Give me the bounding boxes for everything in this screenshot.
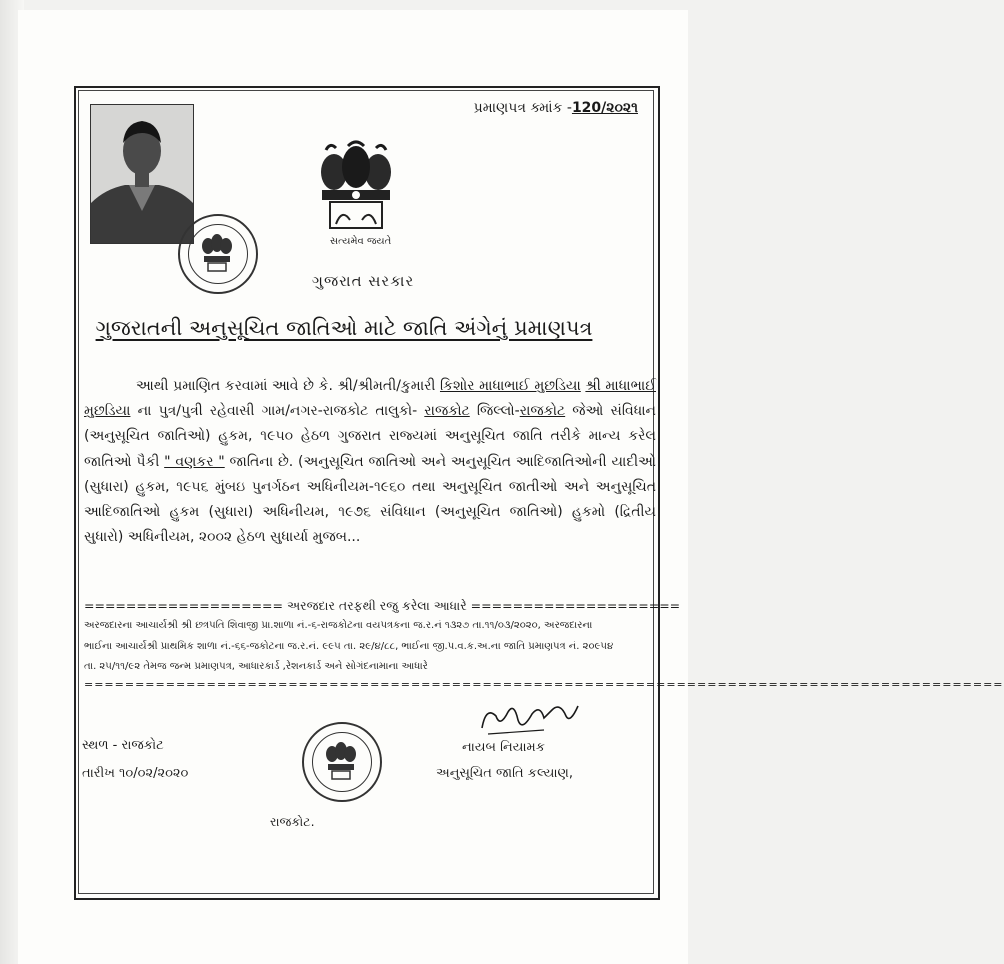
body-residence: ના પુત્ર/પુત્રી રહેવાસી ગામ/નગર-રાજકોટ તાલુકો-	[130, 403, 425, 420]
emblem-motto: સત્યમેવ જયતે	[330, 236, 392, 247]
officer-designation: નાયબ નિયામક	[462, 740, 545, 755]
seal-emblem-icon	[322, 740, 360, 782]
document-line: તા. ૨૫/૧૧/૯૨ તેમજ જન્મ પ્રમાણપત્ર, આધારકાર્ડ ,રેશનકાર્ડ અને સોગંદનામાના આધારે	[84, 661, 428, 672]
office-seal-top	[178, 214, 258, 294]
documents-heading: =================== અરજદાર તરફથી રજુ કરેલા આધારે ====================	[84, 598, 681, 613]
body-intro: આથી પ્રમાણિત કરવામાં આવે છે કે. શ્રી/શ્રીમતી/કુમારી	[136, 378, 440, 394]
office-city: રાજકોટ.	[270, 814, 315, 829]
issue-date: તારીખ ૧૦/૦૨/૨૦૨૦	[82, 766, 189, 781]
certificate-number-label: પ્રમાણપત્ર ક્માંક -	[473, 100, 572, 116]
certificate-body	[84, 374, 656, 550]
document-line: ભાઈના આચાર્યશ્રી પ્રાથમિક શાળા નં.-૬૬-જકોટના જ.ર.નં. ૯૯૫ તા. ૨૯/૪/૮૮, ભાઈના જી.પ.વ.ક.અ.ના જાતિ પ્રમાણપત્ર નં. ૨૦૯૫૪	[84, 640, 614, 652]
district-value: રાજકોટ	[519, 403, 566, 420]
taluka-value: રાજકોટ	[424, 403, 470, 420]
body-district-label: જિલ્લો-	[469, 403, 520, 420]
person-silhouette-icon	[91, 105, 193, 243]
documents-list	[84, 616, 656, 678]
officer-signature	[474, 698, 584, 744]
officer-department: અનુસૂચિત જાતિ કલ્યાણ,	[436, 766, 574, 781]
national-emblem-icon	[318, 140, 394, 236]
applicant-name: કિશોર માધાભાઈ મુછડિયા	[439, 378, 581, 394]
issue-place: સ્થળ - રાજકોટ	[82, 738, 164, 753]
certificate-number-value: 120/૨૦૨૧	[571, 100, 638, 116]
caste-value: " વણકર "	[164, 453, 225, 470]
father-name: શ્રી માધાભાઈ મુછડિયા	[84, 378, 657, 420]
issuer-name: ગુજરાત સરકાર	[312, 272, 415, 290]
certificate-number	[474, 100, 638, 116]
seal-emblem-icon	[198, 232, 236, 274]
separator-line: ==========================================================================================	[84, 678, 1004, 691]
body-acts: જાતિના છે. (અનુસૂચિત જાતિઓ અને અનુસૂચિત આદિજાતિઓની યાદીઓ (સુધારા) હુકમ, ૧૯૫૬ મુંબઇ પુનર્ગઠન અધિનીયમ-૧૯૬૦ તથા અનુસૂચિત જાતીઓ અને અનુસૂચિત આદિજાતિઓ હુકમ (સુધારા) અધિનીયમ, ૧૯૭૬ સંવિધાન (અનુસૂચિત જાતિઓ) હુકમો (દ્રિતીય સુધારો) અધિનીયમ, ૨૦૦૨ હેઠળ સુધાર્યા મુજબ...	[84, 453, 656, 546]
office-seal-bottom	[302, 722, 382, 802]
document-line: અરજદારના આચાર્યશ્રી શ્રી છત્રપતિ શિવાજી પ્રા.શાળા નં.-૬-રાજકોટના વયપત્રકના જ.ર.નં ૧૩૨૭ તા.૧૧/૦૩/૨૦૨૦, અરજદારના	[84, 620, 593, 631]
certificate-title: ગુજરાતની અનુસૂચિત જાતિઓ માટે જાતિ અંગેનું પ્રમાણપત્ર	[95, 316, 593, 340]
applicant-photo	[90, 104, 194, 244]
body-order: જેઓ સંવિધાન (અનુસૂચિત જાતિઓ) હુકમ, ૧૯૫૦ હેઠળ ગુજરાત રાજ્યમાં અનુસૂચિત જાતિ તરીકે માન્ય કરેલ જાતિઓ પૈકી	[84, 403, 656, 470]
